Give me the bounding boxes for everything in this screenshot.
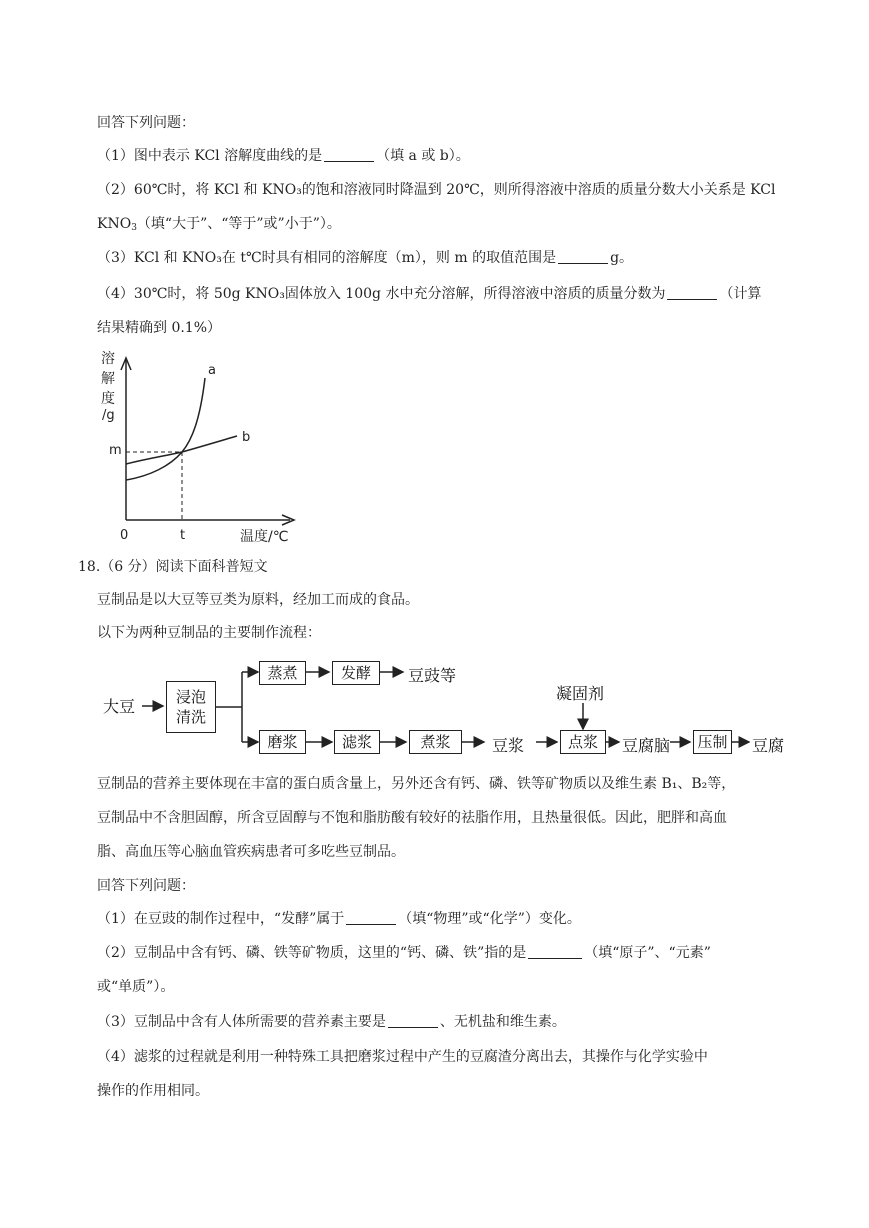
flow-soak-wash-box xyxy=(166,681,216,733)
kno3-formula: KNO xyxy=(97,216,132,232)
q17-q3-unit: g。 xyxy=(610,250,634,266)
flow-soymilk: 豆浆 xyxy=(492,736,525,755)
flow-wash-label: 清洗 xyxy=(175,708,206,726)
q18-question-2 xyxy=(97,943,711,963)
answer-blank[interactable] xyxy=(346,910,396,925)
q18-q1-text: （1）在豆豉的制作过程中，“发酵”属于 xyxy=(97,911,345,927)
x-axis-label: 温度/℃ xyxy=(240,529,289,545)
q17-question-2-line1: （2）60℃时，将 KCl 和 KNO₃的饱和溶液同时降温到 20℃，则所得溶液中溶质的质量分数大小关系是 KCl xyxy=(97,182,776,198)
answer-blank[interactable] xyxy=(388,1013,438,1028)
flow-soak-label: 浸泡 xyxy=(175,688,206,706)
q17-q3-text: （3）KCl 和 KNO₃在 t℃时具有相同的溶解度（m），则 m 的取值范围是 xyxy=(97,250,557,266)
q18-header: 18.（6 分）阅读下面科普短文 xyxy=(78,559,268,575)
q17-question-4-line2: 结果精确到 0.1%） xyxy=(97,320,222,336)
q17-q1-text: （1）图中表示 KCl 溶解度曲线的是 xyxy=(97,148,323,164)
curve-a-label: a xyxy=(208,363,216,378)
y-axis-label-2: 解 xyxy=(101,371,115,387)
m-label: m xyxy=(109,443,122,458)
q17-intro: 回答下列问题： xyxy=(97,115,195,131)
flow-douchi: 豆豉等 xyxy=(408,666,457,685)
answer-blank[interactable] xyxy=(528,944,582,959)
curve-b-label: b xyxy=(242,430,251,445)
q18-question-1 xyxy=(97,909,581,929)
flow-ferment-box: 发酵 xyxy=(332,661,380,685)
kno3-subscript: 3 xyxy=(131,223,137,233)
y-axis-label-3: 度 xyxy=(101,391,115,407)
q17-q4-hint: （计算 xyxy=(719,286,762,302)
q18-q1-hint: （填“物理”或“化学”）变化。 xyxy=(398,911,581,927)
q18-q3-text: （3）豆制品中含有人体所需要的营养素主要是 xyxy=(97,1014,386,1030)
q18-q3-hint: 、无机盐和维生素。 xyxy=(439,1014,566,1030)
q17-q4-text: （4）30℃时，将 50g KNO₃固体放入 100g 水中充分溶解，所得溶液中溶质的质量分数为 xyxy=(97,286,666,302)
q18-q2-text: （2）豆制品中含有钙、磷、铁等矿物质，这里的“钙、磷、铁”指的是 xyxy=(97,945,527,961)
q18-paragraph-3-line1: 豆制品的营养主要体现在丰富的蛋白质含量上，另外还含有钙、磷、铁等矿物质以及维生素 B₁、B₂等， xyxy=(97,776,736,792)
q18-intro: 回答下列问题： xyxy=(97,878,195,894)
flow-filter-box: 滤浆 xyxy=(334,730,380,754)
flow-press-box: 压制 xyxy=(693,730,732,754)
q18-paragraph-3-line3: 脂、高血压等心脑血管疾病患者可多吃些豆制品。 xyxy=(97,844,405,860)
q18-question-4-line2: 操作的作用相同。 xyxy=(97,1083,209,1099)
flow-steam-box: 蒸煮 xyxy=(259,661,306,685)
flow-tofu-brain: 豆腐脑 xyxy=(622,736,671,755)
q18-question-2-line2: 或“单质”）。 xyxy=(97,979,175,995)
q18-q2-hint: （填“原子”、“元素” xyxy=(584,945,711,961)
flow-grind-box: 磨浆 xyxy=(259,730,306,754)
q18-question-3 xyxy=(97,1012,566,1032)
flow-boil-box: 煮浆 xyxy=(409,730,462,754)
flow-coagulant: 凝固剂 xyxy=(556,684,605,703)
flow-dian-box: 点浆 xyxy=(560,730,606,754)
q17-q2-hint: （填“大于”、“等于”或”小于”）。 xyxy=(136,216,341,232)
q18-question-4-line1: （4）滤浆的过程就是利用一种特殊工具把磨浆过程中产生的豆腐渣分离出去，其操作与化学实验中 xyxy=(97,1049,708,1065)
y-axis-label-1: 溶 xyxy=(101,351,115,367)
flow-soybean: 大豆 xyxy=(103,697,136,716)
y-axis-label-unit: /g xyxy=(102,408,115,423)
q18-paragraph-2: 以下为两种豆制品的主要制作流程： xyxy=(97,625,321,641)
q17-q1-hint: （填 a 或 b）。 xyxy=(376,148,470,164)
q18-paragraph-1: 豆制品是以大豆等豆类为原料，经加工而成的食品。 xyxy=(97,592,419,608)
t-label: t xyxy=(180,528,186,543)
q18-paragraph-3-line2: 豆制品中不含胆固醇，所含豆固醇与不饱和脂肪酸有较好的祛脂作用，且热量很低。因此，肥胖和高血 xyxy=(97,810,727,826)
origin-label: 0 xyxy=(120,528,129,543)
flow-tofu: 豆腐 xyxy=(752,736,785,755)
